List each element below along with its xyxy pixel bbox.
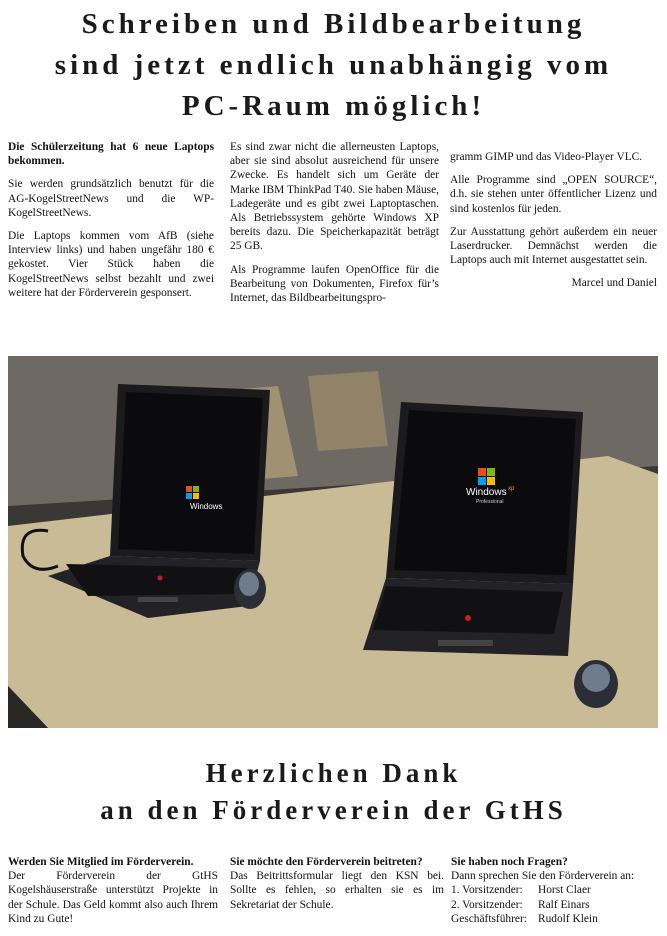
article-paragraph: Als Programme laufen OpenOffice für die Bearbeitung von Dokumenten, Firefox für’s Internet, das Bildbearbeitungspro- <box>230 263 439 305</box>
article-lead: Die Schülerzeitung hat 6 neue Laptops bekommen. <box>8 141 214 168</box>
thanks-headline <box>0 755 667 829</box>
contact-lead: Sie haben noch Fragen? <box>451 856 568 868</box>
contact-role: 2. Vorsitzender: <box>451 898 523 911</box>
svg-text:Windows: Windows <box>466 487 507 498</box>
contact-name: Ralf Einars <box>538 898 590 911</box>
svg-text:Windows: Windows <box>190 502 223 511</box>
headline-line-3: PC-Raum möglich! <box>181 90 486 122</box>
contact-row <box>451 883 663 897</box>
join-column <box>230 855 444 912</box>
contact-name: Rudolf Klein <box>538 912 598 925</box>
contact-column <box>451 855 663 926</box>
svg-text:Professional: Professional <box>476 499 504 505</box>
laptops-photo <box>8 356 658 728</box>
join-text: Das Beitrittsformular liegt den KSN bei. Sollte es fehlen, so erhalten sie es im Sekretariat der Schule. <box>230 870 444 911</box>
article-signature: Marcel und Daniel <box>571 277 657 290</box>
main-headline <box>0 4 667 127</box>
article-paragraph: Sie werden grundsätzlich benutzt für die AG-KogelStreetNews und die WP-KogelStreetNews. <box>8 178 214 219</box>
contact-row <box>451 898 663 912</box>
article-column-1 <box>8 140 214 309</box>
contact-role: 1. Vorsitzender: <box>451 884 523 897</box>
article-column-3 <box>450 150 657 300</box>
headline-line-2: sind jetzt endlich unabhängig vom <box>54 49 613 81</box>
thanks-line-2: an den Förderverein der GtHS <box>100 795 567 825</box>
membership-text: Der Förderverein der GtHS Kogelshäuserstraße unterstützt Projekte in der Schule. Das Geld kommt also auch Ihrem Kind zu Gute! <box>8 870 218 925</box>
article-paragraph: Zur Ausstattung gehört außerdem ein neuer Laserdrucker. Demnächst werden die Laptops auch mit Internet ausgestattet sein. <box>450 225 657 267</box>
article-paragraph: Es sind zwar nicht die allerneusten Laptops, aber sie sind absolut ausreichend für unsere Zwecke. Es handelt sich um Geräte der Marke IBM ThinkPad T40. Sie haben Mäuse, Ladegeräte und es gibt zwei Laptoptaschen. Als Betriebssystem gehörte Windows XP bereits dazu. Die Speicherkapazität beträgt 25 GB. <box>230 141 439 253</box>
contact-row <box>451 912 663 926</box>
article-paragraph: gramm GIMP und das Video-Player VLC. <box>450 151 643 163</box>
contact-name: Horst Claer <box>538 884 591 897</box>
contact-intro: Dann sprechen Sie den Förderverein an: <box>451 870 635 883</box>
article-paragraph: Die Laptops kommen vom AfB (siehe Interview links) und haben ungefähr 180 € gekostet. Vier Stück haben die KogelStreetNews selbst bezahlt und zwei weitere hat der Förderverein gesponsert. <box>8 230 214 299</box>
headline-line-1: Schreiben und Bildbearbeitung <box>81 8 586 40</box>
membership-lead: Werden Sie Mitglied im Förderverein. <box>8 856 194 868</box>
membership-column <box>8 855 218 926</box>
svg-text:xp: xp <box>508 486 515 492</box>
contact-role: Geschäftsführer: <box>451 912 527 925</box>
laptops-illustration <box>8 356 658 728</box>
article-paragraph: Alle Programme sind „OPEN SOURCE“, d.h. sie stehen unter öffentlicher Lizenz und sind kostenlos für jeden. <box>450 174 657 215</box>
article-column-2 <box>230 140 439 314</box>
join-lead: Sie möchte den Förderverein beitreten? <box>230 856 423 868</box>
thanks-line-1: Herzlichen Dank <box>205 758 462 788</box>
